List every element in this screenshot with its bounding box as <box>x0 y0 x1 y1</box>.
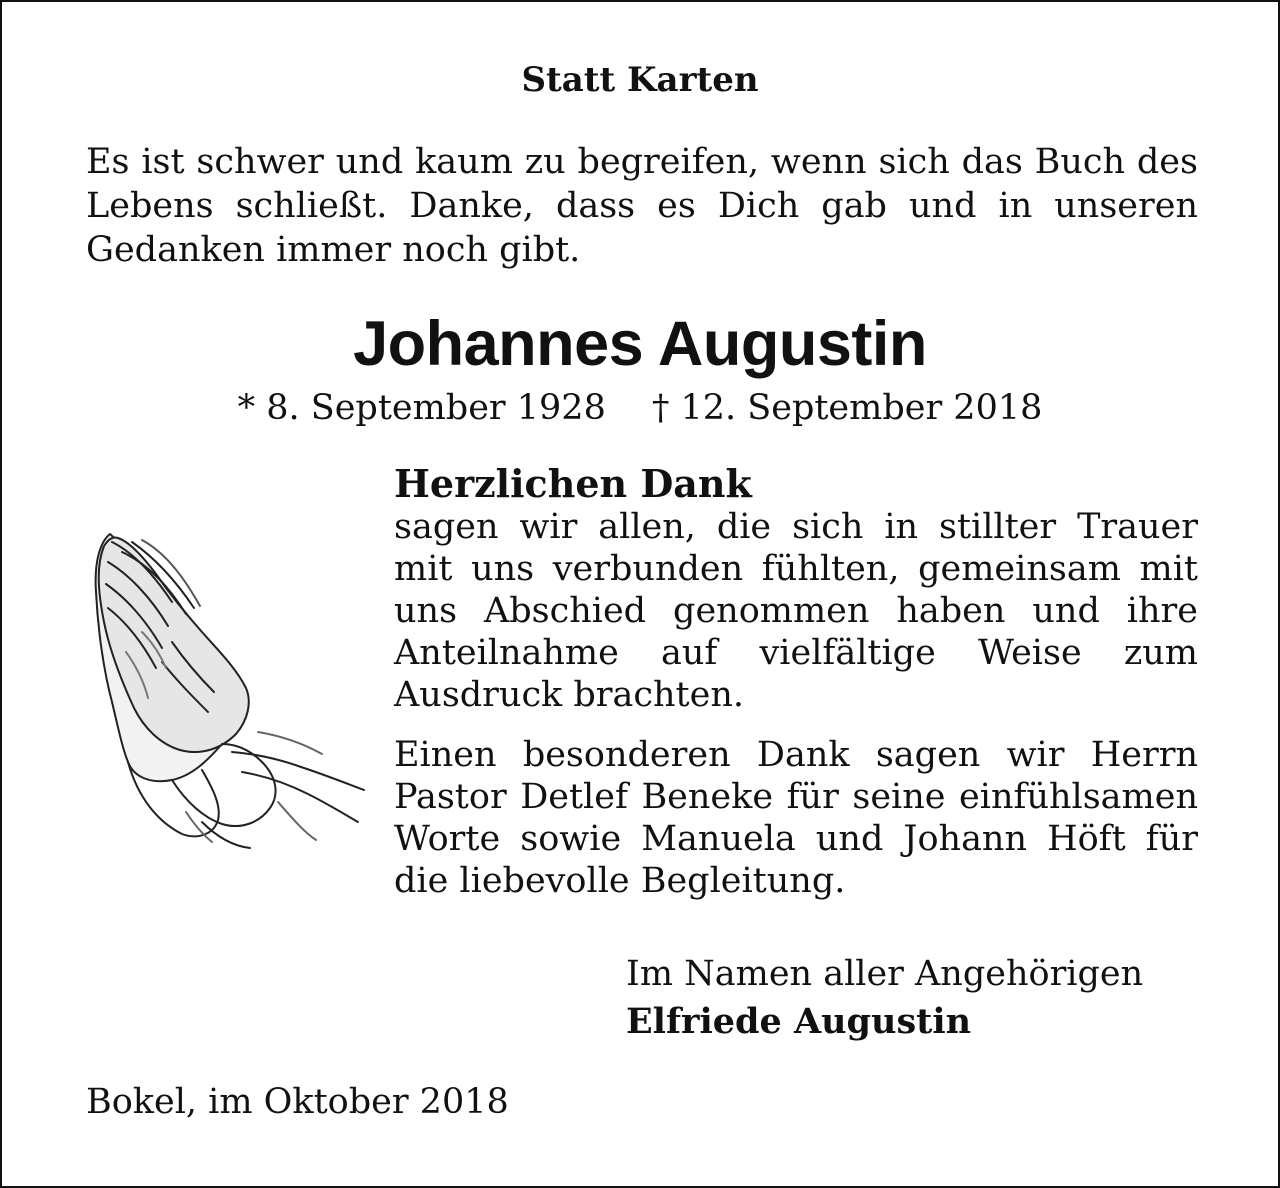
life-dates <box>2 388 1278 428</box>
special-thanks-text: Einen besonderen Dank sagen wir Herrn Pastor Detlef Beneke für seine einfühlsamen Worte sowie Manuela und Johann Höft für die liebevolle Begleitung. <box>394 735 1198 901</box>
thanks-title: Herzlichen Dank <box>394 461 752 506</box>
praying-hands-icon <box>82 522 372 852</box>
intro-text: Es ist schwer und kaum zu begreifen, wenn sich das Buch des Lebens schließt. Danke, dass es Dich gab und in unseren Gedanken immer noch gibt. <box>86 142 1198 270</box>
death-date: † 12. September 2018 <box>651 388 1043 428</box>
signoff-line: Im Namen aller Angehörigen <box>626 954 1144 994</box>
birth-date: * 8. September 1928 <box>237 388 606 428</box>
thanks-text: sagen wir allen, die sich in stillter Trauer mit uns verbunden fühlten, gemeinsam mit uns Abschied genommen haben und ihre Anteilnahme auf vielfältige Weise zum Ausdruck brachten. <box>394 507 1198 715</box>
deceased-name: Johannes Augustin <box>353 309 927 379</box>
place-and-date: Bokel, im Oktober 2018 <box>86 1082 509 1122</box>
signer-name: Elfriede Augustin <box>626 1001 972 1042</box>
thanks-section <box>394 462 1198 902</box>
signoff <box>626 950 1143 1046</box>
header-statt-karten: Statt Karten <box>521 60 759 100</box>
